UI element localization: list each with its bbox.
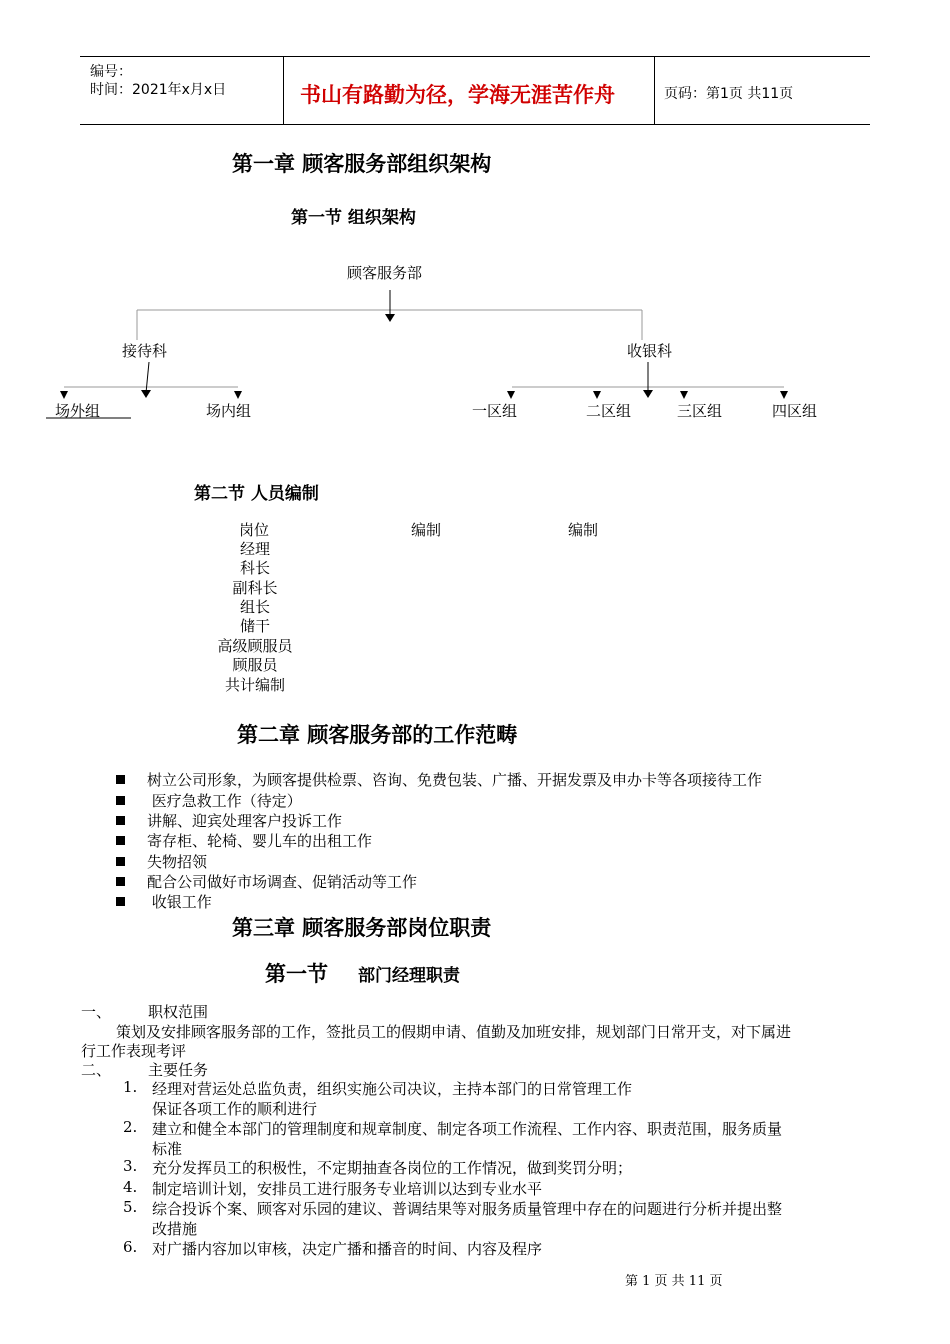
org-left-branch: 接待科	[122, 342, 168, 360]
header-motto: 书山有路勤为径，学海无涯苦作舟	[300, 82, 615, 107]
org-arrow-root	[385, 314, 395, 322]
task-text: 制定培训计划，安排员工进行服务专业培训以达到专业水平	[152, 1180, 543, 1198]
task-text: 充分发挥员工的积极性，不定期抽查各岗位的工作情况，做到奖罚分明；	[152, 1159, 633, 1177]
task-text: 标准	[152, 1140, 183, 1158]
part2-title: 主要任务	[148, 1061, 209, 1079]
org-node: 四区组	[772, 402, 818, 420]
list-item: 寄存柜、轮椅、婴儿车的出租工作	[116, 830, 372, 851]
list-item: 失物招领	[116, 851, 207, 872]
staff-position: 科长	[239, 559, 271, 577]
chapter1-title: 第一章 顾客服务部组织架构	[232, 152, 492, 176]
chapter3-title: 第三章 顾客服务部岗位职责	[232, 916, 492, 940]
staff-header-quota: 编制	[568, 521, 599, 539]
org-chart-lines	[0, 0, 950, 440]
staff-position: 高级顾服员	[217, 637, 293, 655]
part2-number: 二、	[81, 1061, 112, 1079]
chapter1-section1-title: 第一节 组织架构	[291, 208, 416, 228]
task-text: 保证各项工作的顺利进行	[152, 1100, 318, 1118]
list-item: 树立公司形象，为顾客提供检票、咨询、免费包装、广播、开据发票及申办卡等各项接待工作	[116, 769, 762, 790]
task-text: 经理对营运处总监负责，组织实施公司决议，主持本部门的日常管理工作	[152, 1080, 633, 1098]
staff-position: 组长	[239, 598, 271, 616]
org-arrow-left	[141, 390, 151, 398]
staff-header-position: 岗位	[239, 521, 270, 539]
bullet-square-icon	[116, 857, 125, 866]
org-arrow-child	[680, 391, 688, 399]
staff-position: 顾服员	[232, 656, 278, 674]
part1-number: 一、	[81, 1003, 112, 1021]
org-arrow-child	[780, 391, 788, 399]
list-item: 讲解、迎宾处理客户投诉工作	[116, 810, 342, 831]
bullet-square-icon	[116, 897, 125, 906]
staff-header-quota: 编制	[411, 521, 442, 539]
org-arrow-child	[593, 391, 601, 399]
staff-position: 储干	[239, 617, 271, 635]
chapter2-title: 第二章 顾客服务部的工作范畴	[237, 723, 518, 747]
task-text: 对广播内容加以审核，决定广播和播音的时间、内容及程序	[152, 1240, 543, 1258]
bullet-square-icon	[116, 816, 125, 825]
chapter3-section1-prefix: 第一节	[265, 962, 328, 986]
list-item: 配合公司做好市场调查、促销活动等工作	[116, 871, 417, 892]
bullet-square-icon	[116, 836, 125, 845]
org-node: 三区组	[677, 402, 723, 420]
task-number: 1.	[123, 1078, 138, 1096]
org-node: 一区组	[472, 402, 518, 420]
chapter3-section1-title: 部门经理职责	[358, 966, 460, 986]
bullet-square-icon	[116, 877, 125, 886]
part1-title: 职权范围	[148, 1003, 209, 1021]
footer-page-number: 第 1 页 共 11 页	[625, 1274, 723, 1289]
org-arrow-child	[507, 391, 515, 399]
part1-text: 策划及安排顾客服务部的工作，签批员工的假期申请、值勤及加班安排，规划部门日常开支，对下属进	[116, 1023, 792, 1041]
task-number: 6.	[123, 1238, 138, 1256]
task-text: 建立和健全本部门的管理制度和规章制度、制定各项工作流程、工作内容、职责范围，服务质量	[152, 1120, 783, 1138]
org-node: 二区组	[586, 402, 632, 420]
page-indicator: 页码：第1页 共11页	[664, 86, 794, 102]
list-item: 收银工作	[116, 891, 212, 912]
part1-text: 行工作表现考评	[81, 1042, 187, 1060]
org-arrow-right	[643, 390, 653, 398]
org-arrow-child	[60, 391, 68, 399]
org-node: 场外组	[55, 402, 101, 420]
task-number: 3.	[123, 1157, 138, 1175]
time-label: 时间：2021年x月x日	[90, 82, 227, 98]
task-number: 2.	[123, 1118, 138, 1136]
serial-label: 编号：	[90, 64, 132, 80]
org-root-node: 顾客服务部	[347, 264, 423, 282]
task-number: 5.	[123, 1198, 138, 1216]
list-item: 医疗急救工作（待定）	[116, 790, 302, 811]
org-right-branch: 收银科	[627, 342, 673, 360]
org-node: 场内组	[206, 402, 252, 420]
org-arrow-child	[234, 391, 242, 399]
task-text: 改措施	[152, 1220, 198, 1238]
task-number: 4.	[123, 1178, 138, 1196]
chapter1-section2-title: 第二节 人员编制	[194, 484, 319, 504]
bullet-square-icon	[116, 775, 125, 784]
task-text: 综合投诉个案、顾客对乐园的建议、普调结果等对服务质量管理中存在的问题进行分析并提出整	[152, 1200, 783, 1218]
staff-position: 共计编制	[224, 676, 286, 694]
bullet-square-icon	[116, 796, 125, 805]
staff-position: 经理	[239, 540, 271, 558]
staff-position: 副科长	[232, 579, 278, 597]
